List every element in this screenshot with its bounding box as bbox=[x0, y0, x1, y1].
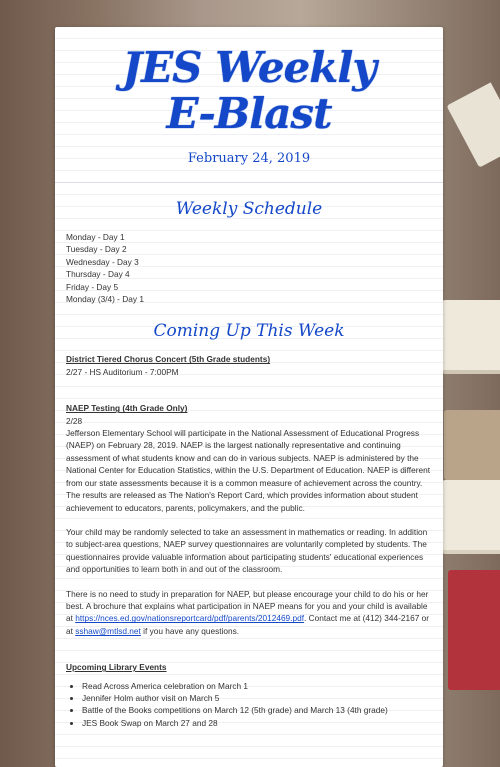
book-decoration bbox=[446, 82, 500, 167]
library-title: Upcoming Library Events bbox=[66, 662, 167, 673]
newsletter-card bbox=[55, 27, 443, 767]
list-item: • Jennifer Holm author visit on March 5 bbox=[82, 692, 432, 704]
schedule-list bbox=[55, 231, 443, 305]
book-decoration bbox=[442, 480, 500, 554]
schedule-day: Monday - Day 1 bbox=[66, 232, 125, 242]
schedule-day: Monday (3/4) - Day 1 bbox=[66, 294, 144, 305]
book-decoration bbox=[442, 300, 500, 374]
chorus-title: District Tiered Chorus Concert (5th Grade students) bbox=[66, 354, 271, 365]
section-title-coming-up: Coming Up This Week bbox=[153, 321, 345, 342]
library-events-list bbox=[66, 680, 432, 730]
chorus-detail: 2/27 - HS Auditorium - 7:00PM bbox=[66, 366, 179, 377]
newsletter-date: February 24, 2019 bbox=[187, 151, 311, 166]
naep-brochure-link[interactable]: https://nces.ed.gov/nationsreportcard/pdf/parents/2012469.pdf bbox=[75, 613, 305, 624]
book-decoration bbox=[444, 410, 500, 480]
list-item: • JES Book Swap on March 27 and 28 bbox=[82, 717, 432, 729]
naep-title: NAEP Testing (4th Grade Only) bbox=[66, 403, 188, 414]
list-item: • Battle of the Books competitions on March 12 (5th grade) and March 13 (4th grade) bbox=[82, 704, 432, 716]
divider bbox=[55, 182, 443, 183]
masthead bbox=[55, 27, 443, 166]
list-item: • Read Across America celebration on March 1 bbox=[82, 680, 432, 692]
naep-paragraph: Your child may be randomly selected to take an assessment in mathematics or reading. In addition to subject-area questions, NAEP survey questionnaires are voluntarily completed by students. The questionnaires provide valuable information about participating students' educational experiences and opportunities to learn both in and out of the classroom. bbox=[66, 526, 428, 575]
schedule-day: Tuesday - Day 2 bbox=[66, 244, 127, 255]
schedule-day: Wednesday - Day 3 bbox=[66, 256, 139, 267]
schedule-day: Friday - Day 5 bbox=[66, 281, 119, 292]
section-title-schedule: Weekly Schedule bbox=[175, 199, 323, 219]
schedule-day: Thursday - Day 4 bbox=[66, 269, 130, 280]
newsletter-title: JES Weekly E-Blast bbox=[122, 43, 376, 138]
contact-email-link[interactable]: sshaw@mtlsd.net bbox=[75, 625, 141, 636]
background-books bbox=[440, 0, 500, 751]
coming-up-content bbox=[55, 353, 443, 729]
naep-paragraph: There is no need to study in preparation for NAEP, but please encourage your child to do his or her best. A brochure that explains what participation in NAEP means for you and your child is available at https://nces.ed.gov/nationsreportcard/pdf/parents/2012469.pdf. Contact me at (412) 344-2167 or at sshaw@mtlsd.net if you have any questions. bbox=[66, 588, 429, 636]
naep-date: 2/28 bbox=[66, 415, 83, 426]
naep-paragraph: Jefferson Elementary School will participate in the National Assessment of Educational Progress (NAEP) on February 28, 2019. NAEP is the largest nationally representative and continuing assessment of what students know and can do in various subjects. NAEP is administered by the National Center for Education Statistics, within the U.S. Department of Education. NAEP is different from our state assessments because it is a common measure of achievement across the country. The results are released as The Nation's Report Card, which provides information about student achievement to educators, parents, policymakers, and the public. bbox=[66, 428, 431, 513]
book-decoration bbox=[448, 570, 500, 690]
